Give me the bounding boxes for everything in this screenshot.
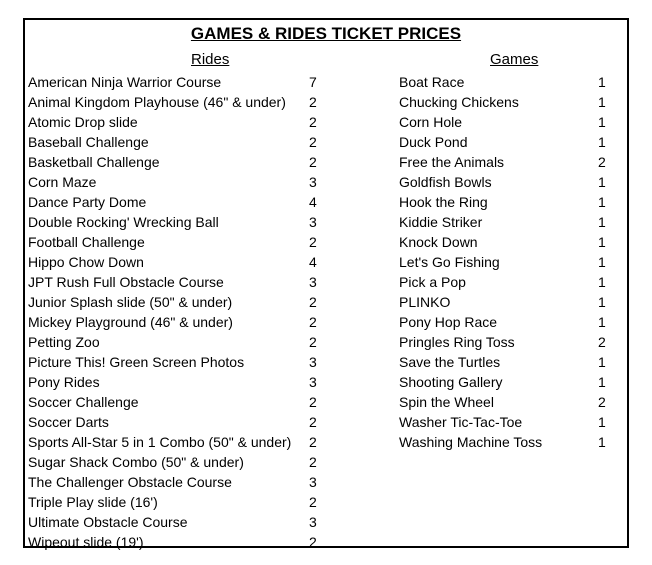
game-ticket-count: 1 (598, 254, 606, 270)
game-name: Spin the Wheel (399, 394, 494, 410)
ride-ticket-count: 4 (309, 194, 317, 210)
ride-row (28, 152, 329, 172)
ride-ticket-count: 2 (309, 114, 317, 130)
ride-ticket-count: 2 (309, 134, 317, 150)
ride-name: Petting Zoo (28, 334, 100, 350)
ride-row (28, 212, 329, 232)
games-column-header: Games (490, 51, 539, 68)
game-name: Washing Machine Toss (399, 434, 543, 450)
ride-row (28, 392, 329, 412)
game-row (399, 412, 618, 432)
ride-row (28, 132, 329, 152)
game-ticket-count: 1 (598, 354, 606, 370)
ride-name: The Challenger Obstacle Course (28, 474, 232, 490)
game-row (399, 352, 618, 372)
game-ticket-count: 1 (598, 74, 606, 90)
game-name: Chucking Chickens (399, 94, 519, 110)
game-row (399, 332, 618, 352)
ride-row (28, 472, 329, 492)
ride-row (28, 372, 329, 392)
ride-name: Hippo Chow Down (28, 254, 144, 270)
game-row (399, 92, 618, 112)
ride-ticket-count: 2 (309, 294, 317, 310)
ride-row (28, 172, 329, 192)
ride-name: JPT Rush Full Obstacle Course (28, 274, 224, 290)
game-row (399, 292, 618, 312)
ride-ticket-count: 3 (309, 174, 317, 190)
ride-ticket-count: 2 (309, 534, 317, 550)
ride-name: Sports All-Star 5 in 1 Combo (50" & under) (28, 434, 292, 450)
ride-ticket-count: 2 (309, 454, 317, 470)
game-ticket-count: 2 (598, 334, 606, 350)
game-ticket-count: 1 (598, 434, 606, 450)
ride-name: Junior Splash slide (50" & under) (28, 294, 233, 310)
ride-ticket-count: 2 (309, 234, 317, 250)
game-ticket-count: 1 (598, 274, 606, 290)
ride-row (28, 452, 329, 472)
game-row (399, 112, 618, 132)
game-ticket-count: 1 (598, 374, 606, 390)
game-row (399, 252, 618, 272)
game-ticket-count: 1 (598, 414, 606, 430)
game-name: Kiddie Striker (399, 214, 483, 230)
ride-ticket-count: 7 (309, 74, 317, 90)
ride-row (28, 92, 329, 112)
ride-name: Baseball Challenge (28, 134, 149, 150)
game-row (399, 192, 618, 212)
game-ticket-count: 1 (598, 294, 606, 310)
game-row (399, 212, 618, 232)
game-name: Duck Pond (399, 134, 468, 150)
game-name: Pick a Pop (399, 274, 466, 290)
game-name: Pony Hop Race (399, 314, 498, 330)
ride-row (28, 112, 329, 132)
game-row (399, 232, 618, 252)
game-name: PLINKO (399, 294, 451, 310)
ride-ticket-count: 2 (309, 394, 317, 410)
game-name: Boat Race (399, 74, 465, 90)
ride-row (28, 332, 329, 352)
ride-ticket-count: 2 (309, 334, 317, 350)
game-ticket-count: 2 (598, 394, 606, 410)
game-ticket-count: 1 (598, 114, 606, 130)
ride-row (28, 512, 329, 532)
ride-row (28, 252, 329, 272)
ride-row (28, 532, 329, 552)
ride-ticket-count: 2 (309, 314, 317, 330)
ride-ticket-count: 2 (309, 494, 317, 510)
ride-row (28, 292, 329, 312)
game-row (399, 152, 618, 172)
ride-name: Soccer Darts (28, 414, 109, 430)
game-row (399, 132, 618, 152)
game-ticket-count: 1 (598, 194, 606, 210)
game-ticket-count: 1 (598, 174, 606, 190)
ride-name: American Ninja Warrior Course (28, 74, 222, 90)
ride-name: Basketball Challenge (28, 154, 160, 170)
game-row (399, 172, 618, 192)
game-row (399, 272, 618, 292)
ride-ticket-count: 3 (309, 374, 317, 390)
game-name: Free the Animals (399, 154, 505, 170)
game-ticket-count: 1 (598, 234, 606, 250)
game-ticket-count: 2 (598, 154, 606, 170)
ride-ticket-count: 2 (309, 434, 317, 450)
ticket-price-sheet (23, 18, 629, 548)
game-row (399, 372, 618, 392)
ride-ticket-count: 2 (309, 94, 317, 110)
ride-row (28, 412, 329, 432)
ride-ticket-count: 2 (309, 414, 317, 430)
ride-row (28, 72, 329, 92)
ride-name: Corn Maze (28, 174, 97, 190)
ride-ticket-count: 3 (309, 474, 317, 490)
ride-name: Football Challenge (28, 234, 145, 250)
ride-ticket-count: 3 (309, 514, 317, 530)
page-title: GAMES & RIDES TICKET PRICES (190, 24, 462, 43)
ride-ticket-count: 3 (309, 214, 317, 230)
game-name: Knock Down (399, 234, 478, 250)
ride-name: Soccer Challenge (28, 394, 139, 410)
game-name: Let's Go Fishing (399, 254, 500, 270)
ride-row (28, 232, 329, 252)
game-name: Hook the Ring (399, 194, 488, 210)
game-name: Corn Hole (399, 114, 463, 130)
game-row (399, 72, 618, 92)
ride-name: Picture This! Green Screen Photos (28, 354, 245, 370)
ride-ticket-count: 3 (309, 274, 317, 290)
game-row (399, 312, 618, 332)
ride-ticket-count: 3 (309, 354, 317, 370)
ride-row (28, 312, 329, 332)
ride-name: Ultimate Obstacle Course (28, 514, 188, 530)
game-name: Shooting Gallery (399, 374, 503, 390)
game-row (399, 432, 618, 452)
ride-name: Triple Play slide (16') (28, 494, 158, 510)
ride-row (28, 192, 329, 212)
game-name: Goldfish Bowls (399, 174, 492, 190)
game-ticket-count: 1 (598, 214, 606, 230)
rides-column-header: Rides (191, 51, 230, 68)
ride-name: Wipeout slide (19') (28, 534, 144, 550)
ride-row (28, 352, 329, 372)
game-ticket-count: 1 (598, 134, 606, 150)
ride-row (28, 492, 329, 512)
game-row (399, 392, 618, 412)
ride-name: Pony Rides (28, 374, 100, 390)
ride-row (28, 272, 329, 292)
ride-name: Double Rocking' Wrecking Ball (28, 214, 219, 230)
ride-name: Dance Party Dome (28, 194, 147, 210)
game-name: Washer Tic-Tac-Toe (399, 414, 523, 430)
ride-name: Atomic Drop slide (28, 114, 138, 130)
ride-name: Animal Kingdom Playhouse (46" & under) (28, 94, 286, 110)
ride-ticket-count: 2 (309, 154, 317, 170)
game-name: Pringles Ring Toss (399, 334, 515, 350)
ride-name: Sugar Shack Combo (50" & under) (28, 454, 244, 470)
ride-name: Mickey Playground (46" & under) (28, 314, 233, 330)
ride-row (28, 432, 329, 452)
game-name: Save the Turtles (399, 354, 501, 370)
game-ticket-count: 1 (598, 94, 606, 110)
ride-ticket-count: 4 (309, 254, 317, 270)
game-ticket-count: 1 (598, 314, 606, 330)
